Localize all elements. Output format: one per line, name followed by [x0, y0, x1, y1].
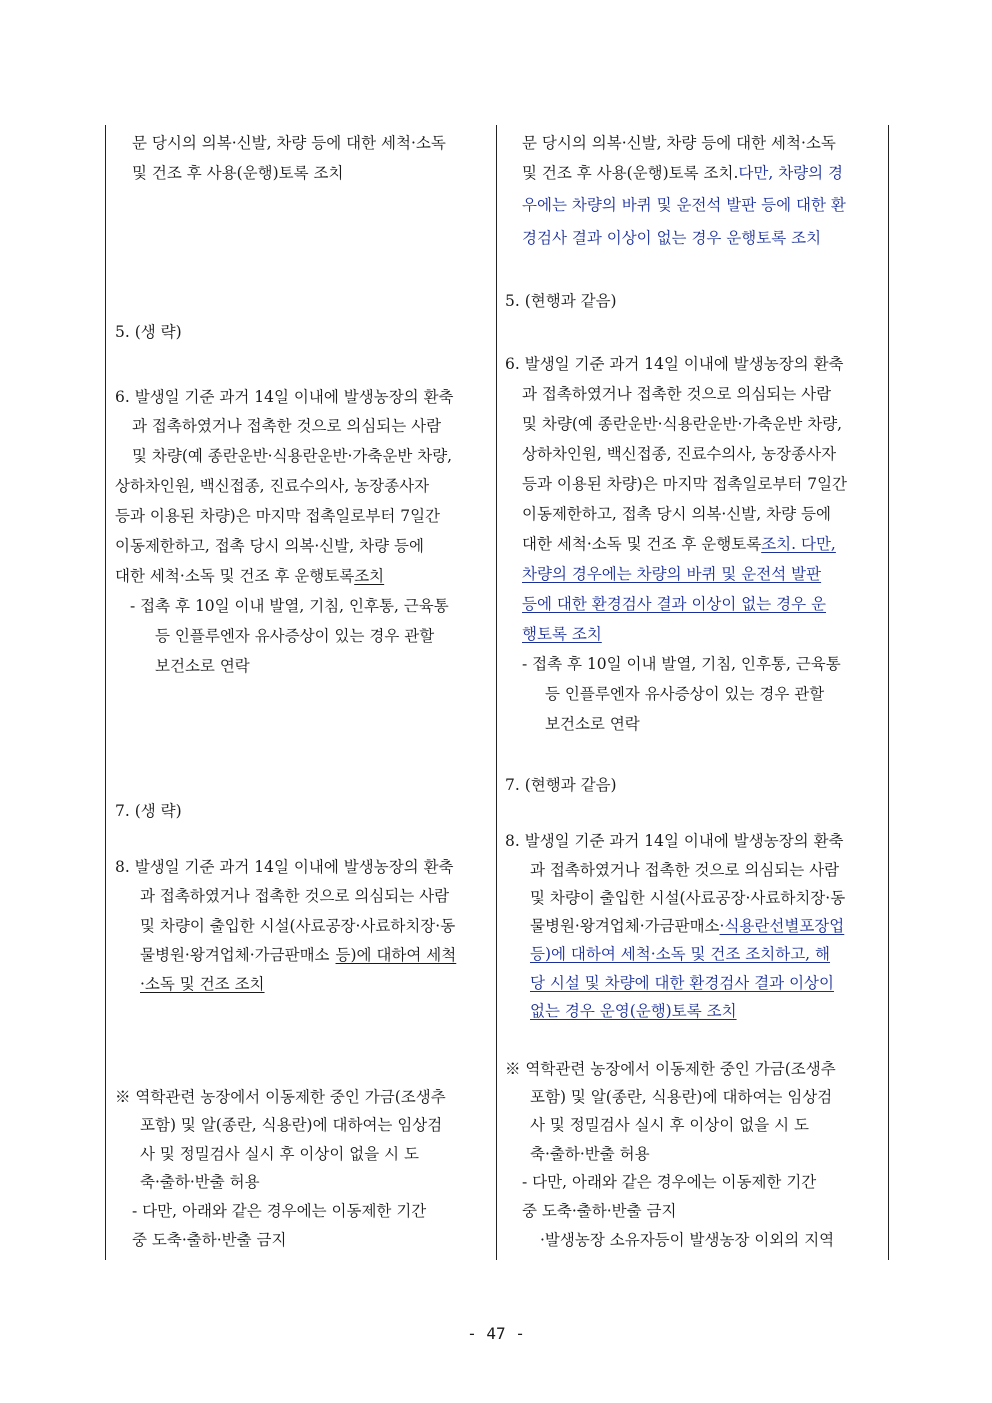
- right-item-8-line-4-text: 물병원·왕겨업체·가금판매소: [530, 917, 720, 935]
- right-note-line-1: ※ 역학관련 농장에서 이동제한 중인 가금(조생추: [505, 1060, 836, 1078]
- right-item-7: 7. (현행과 같음): [505, 776, 617, 794]
- left-note-line-5: - 다만, 아래와 같은 경우에는 이동제한 기간: [132, 1202, 427, 1220]
- left-note-line-6: 중 도축·출하·반출 금지: [132, 1231, 287, 1249]
- left-item-5: 5. (생 략): [115, 323, 182, 341]
- left-item-8-line-4-text: 물병원·왕겨업체·가금판매소: [140, 946, 330, 964]
- left-note-line-3: 사 및 정밀검사 실시 후 이상이 없을 시 도: [140, 1145, 419, 1163]
- right-item-6-revision-text: 조치. 다만,: [761, 535, 836, 553]
- right-cont-line-2-text: 및 건조 후 사용(운행)토록 조치.: [522, 164, 739, 182]
- left-item-6-line-3: 및 차량(예 종란운반·식용란운반·가축운반 차량,: [132, 447, 453, 465]
- right-item-8-line-7: 없는 경우 운영(운행)토록 조치: [530, 1002, 737, 1020]
- right-note-line-6: 중 도축·출하·반출 금지: [522, 1202, 677, 1220]
- left-item-6-line-7-text: 대한 세척·소독 및 건조 후 운행토록: [115, 567, 355, 585]
- column-divider: [496, 125, 497, 1260]
- right-item-6-sub-line-2: 등 인플루엔자 유사증상이 있는 경우 관할: [545, 685, 825, 703]
- left-item-8-line-2: 과 접촉하였거나 접촉한 것으로 의심되는 사람: [140, 887, 450, 905]
- right-item-6-sub-line-1: - 접촉 후 10일 이내 발열, 기침, 인후통, 근육통: [522, 655, 841, 673]
- right-cont-line-2: [522, 163, 877, 183]
- left-item-8-line-1: 8. 발생일 기준 과거 14일 이내에 발생농장의 환축: [115, 858, 454, 876]
- left-note-line-1: ※ 역학관련 농장에서 이동제한 중인 가금(조생추: [115, 1088, 446, 1106]
- right-item-5: 5. (현행과 같음): [505, 292, 617, 310]
- left-item-6-sub-line-2: 등 인플루엔자 유사증상이 있는 경우 관할: [155, 627, 435, 645]
- right-item-6-line-7: [522, 534, 877, 554]
- left-item-6-line-6: 이동제한하고, 접촉 당시 의복·신발, 차량 등에: [115, 537, 424, 555]
- left-item-6-line-5: 등과 이용된 차량)은 마지막 접촉일로부터 7일간: [115, 507, 441, 525]
- left-cont-line-2: 및 건조 후 사용(운행)토록 조치: [132, 164, 344, 182]
- left-item-8-underlined-text: 등)에 대하여 세척: [335, 946, 457, 964]
- right-item-6-line-7-text: 대한 세척·소독 및 건조 후 운행토록: [522, 535, 762, 553]
- right-item-8-line-4: [530, 916, 877, 936]
- right-item-6-line-2: 과 접촉하였거나 접촉한 것으로 의심되는 사람: [522, 385, 832, 403]
- right-item-8-line-6: 당 시설 및 차량에 대한 환경검사 결과 이상이: [530, 974, 835, 992]
- right-item-8-revision-text: ·식용란선별포장업: [719, 917, 845, 935]
- left-item-7: 7. (생 략): [115, 802, 182, 820]
- left-item-6-sub-line-1: - 접촉 후 10일 이내 발열, 기침, 인후통, 근육통: [130, 597, 449, 615]
- right-item-6-line-1: 6. 발생일 기준 과거 14일 이내에 발생농장의 환축: [505, 355, 844, 373]
- right-cont-line-3: 우에는 차량의 바퀴 및 운전석 발판 등에 대한 환: [522, 196, 846, 214]
- right-item-6-line-4: 상하차인원, 백신접종, 진료수의사, 농장종사자: [522, 445, 837, 463]
- right-note-line-7: ·발생농장 소유자등이 발생농장 이외의 지역: [540, 1231, 835, 1249]
- left-note-line-2: 포함) 및 알(종란, 식용란)에 대하여는 임상검: [140, 1116, 443, 1134]
- right-cont-revision-text: 다만, 차량의 경: [738, 164, 844, 182]
- right-item-8-line-1: 8. 발생일 기준 과거 14일 이내에 발생농장의 환축: [505, 832, 844, 850]
- left-item-8-line-3: 및 차량이 출입한 시설(사료공장·사료하치장·동: [140, 917, 456, 935]
- left-item-8-line-4: [140, 945, 487, 965]
- left-item-6-line-2: 과 접촉하였거나 접촉한 것으로 의심되는 사람: [132, 417, 442, 435]
- page-number: - 47 -: [467, 1324, 525, 1343]
- right-item-6-line-10: 행토록 조치: [522, 625, 602, 643]
- left-note-line-4: 축·출하·반출 허용: [140, 1173, 260, 1191]
- right-note-line-4: 축·출하·반출 허용: [530, 1145, 650, 1163]
- right-item-8-line-3: 및 차량이 출입한 시설(사료공장·사료하치장·동: [530, 889, 846, 907]
- right-note-line-5: - 다만, 아래와 같은 경우에는 이동제한 기간: [522, 1173, 817, 1191]
- right-item-6-sub-line-3: 보건소로 연락: [545, 715, 640, 733]
- right-cont-line-1: 문 당시의 의복·신발, 차량 등에 대한 세척·소독: [522, 134, 836, 152]
- right-note-line-2: 포함) 및 알(종란, 식용란)에 대하여는 임상검: [530, 1088, 833, 1106]
- left-item-6-line-4: 상하차인원, 백신접종, 진료수의사, 농장종사자: [115, 477, 430, 495]
- left-item-6-underlined-text: 조치: [354, 567, 385, 585]
- right-item-8-line-2: 과 접촉하였거나 접촉한 것으로 의심되는 사람: [530, 861, 840, 879]
- right-note-line-3: 사 및 정밀검사 실시 후 이상이 없을 시 도: [530, 1116, 809, 1134]
- right-item-6-line-8: 차량의 경우에는 차량의 바퀴 및 운전석 발판: [522, 565, 822, 583]
- right-item-6-line-6: 이동제한하고, 접촉 당시 의복·신발, 차량 등에: [522, 505, 831, 523]
- right-item-6-line-5: 등과 이용된 차량)은 마지막 접촉일로부터 7일간: [522, 475, 848, 493]
- right-item-6-line-9: 등에 대한 환경검사 결과 이상이 없는 경우 운: [522, 595, 827, 613]
- left-item-6-sub-line-3: 보건소로 연락: [155, 657, 250, 675]
- right-cont-line-4: 경검사 결과 이상이 없는 경우 운행토록 조치: [522, 229, 822, 247]
- right-item-8-line-5: 등)에 대하여 세척·소독 및 건조 조치하고, 해: [530, 945, 831, 963]
- left-item-8-line-5: ·소독 및 건조 조치: [140, 975, 265, 993]
- left-item-6-line-1: 6. 발생일 기준 과거 14일 이내에 발생농장의 환축: [115, 388, 454, 406]
- left-item-6-line-7: [115, 566, 487, 586]
- left-cont-line-1: 문 당시의 의복·신발, 차량 등에 대한 세척·소독: [132, 134, 446, 152]
- right-item-6-line-3: 및 차량(예 종란운반·식용란운반·가축운반 차량,: [522, 415, 843, 433]
